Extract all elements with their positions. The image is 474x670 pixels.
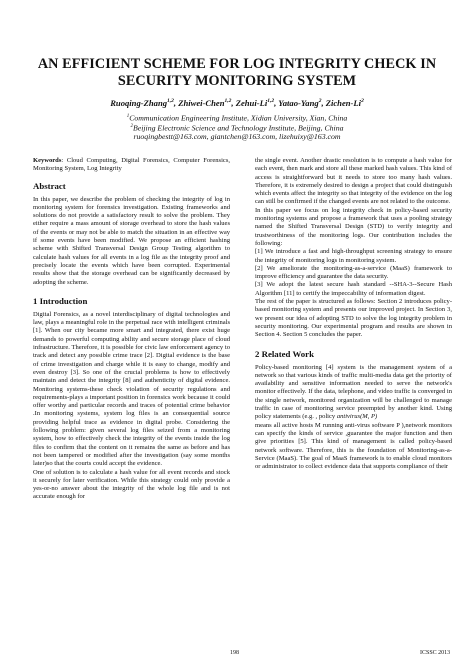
related-paragraph-1: Policy-based monitoring [4] system is the management system of a network so that various kinds of traffic multi-media data get the priority of availability and sensitive information needed to serve the network's monitor effectively. If the data, telephone, and video traffic is converged in the single network, monitored organization will be challenged to manage traffic in case of monitoring service preempted by another kind. Using policy statements (e.g. , policy antivirus(M, P) — [255, 363, 452, 421]
intro-paragraph-1: Digital Forensics, as a novel interdisciplinary of digital technologies and law, plays a meaningful role in the perpetual race with intelligent criminals [1]. When our city became more smart and integrated, there exist huge demands to powerful computing ability and secure storage place of cloud infrastructure. Therefore, it is possible for civic law enforcement agency to track and detect any possible crime trace [2]. Digital evidence is the base of crime investigation and charge while it is easy to change, modify and even destroy [3]. So one of the crucial problems is how to effectively maintain and detect the integrity [8] and authenticity of digital evidence. Monitoring systems-these check violation of security regulations and requirements-plays a important position in forensics work because it could offer worthy and particular records and traces of potential crime behavior .In monitoring systems, system log files is an consequential source providing helpful trace as evidence in digital probe. Considering the following problem: given several log files seized from a monitoring system, how to effectively check the integrity of the events inside the log files to confirm that the content on it remains the same as before and has not been tampered or modified after the investigation (say some months later)so that the courts could accept the evidence. — [33, 310, 230, 468]
intro-paragraph-4: The rest of the paper is structured as follows: Section 2 introduces policy-based monitoring system and presents our improved project. In Section 3, we present our idea of adopting STD to solve the log integrity problem in security monitoring. Our experimental program and results are shown in Section 4. Section 5 concludes the paper. — [255, 298, 452, 339]
page-number: 198 — [230, 650, 239, 656]
intro-paragraph-3: In this paper we focus on log integrity check in policy-based security monitoring systems and propose a framework that uses a pooling strategy named the Shifted Transversal Design (STD) to verify integrity and trustworthiness of the monitoring logs. Our contribution includes the following: — [255, 206, 452, 247]
contribution-2: [2] We ameliorate the monitoring-as-a-service (MaaS) framework to improve efficiency and guarantee the data security. — [255, 264, 452, 281]
contribution-3: [3] We adopt the latest secure hash standard --SHA-3--Secure Hash Algorithm [11] to certify the impeccability of information digest. — [255, 281, 452, 297]
affiliation-1: $^1$Communication Engineering Institute, Xidian University, Xian, China — [126, 113, 348, 123]
author-1: Ruoqing-Zhang$^{1,2}$ — [110, 97, 174, 108]
contribution-1: [1] We introduce a fast and high-throughput screening strategy to ensure the integrity of monitoring logs in monitoring system. — [255, 248, 452, 264]
related-work-heading: 2 Related Work — [255, 348, 314, 359]
conference-name: ICSSC 2013 — [420, 650, 451, 656]
author-list: Ruoqing-Zhang$^{1,2}$, Zhiwei-Chen$^{1,2}$, Zehui-Li$^{1,2}$, Yatao-Yang$^2$, Zichen-Li$^2$ — [110, 97, 364, 108]
abstract-heading: Abstract — [33, 180, 66, 191]
intro-heading: 1 Introduction — [33, 295, 88, 306]
intro-paragraph-2-cont: the single event. Another drastic resolution is to compute a hash value for each event, then mark and store all these marked hash values. This kind of access is straightforward but it needs to store too many hash values. Therefore, it is extremely desired to design a project that could distinguish which events affect the integrity so that integrity of the evidence on the log can still be confirmed if the changed events are not related to the outcome. — [255, 157, 452, 206]
left-column — [33, 157, 230, 502]
author-4: Yatao-Yang$^2$ — [278, 97, 322, 108]
abstract-text: In this paper, we describe the problem of checking the integrity of log in monitoring system for forensics investigation. Existing frameworks and solutions do not provide a satisfactory result to solve the problem. They either require a mass amount of storage overhead to store the hash values of the events or may not be able to match the situation in an effective way if some events have been modified. We propose an efficient hashing scheme with Shifted Transversal Design Group Testing algorithm to calculate hash values for all events in a log file as the integrity proof and precisely locate the events which have been corrupted. Experimental results show that the storage overhead can be significantly decreased by adopting the scheme. — [33, 195, 230, 286]
keywords: Keywords: Cloud Computing, Digital Forensics, Computer Forensics, Monitoring System, Log Integrity — [33, 157, 230, 173]
author-emails: ruoqingbestt@163.com, giantchen@163.com, lizehuixy@163.com — [133, 132, 341, 141]
related-paragraph-2: means all active hosts M running anti-virus software P ),network monitors can specify the kinds of service ,guarantee the major function and then give priorities [5]. This kind of management is called policy-based network software. Therefore, this is the foundation of Monitoring-as-a-Service (MaaS). The goal of MaaS framework is to enable cloud monitors or administrator to collect evidence data that supports compliance of their — [255, 421, 452, 471]
intro-paragraph-2: One of solution is to calculate a hash value for all event records and stock it securely for later verification. While this strategy could only provide a yes-or-no answer about the integrity of the whole log file and is not accurate enough for — [33, 468, 230, 501]
paper-title: AN EFFICIENT SCHEME FOR LOG INTEGRITY CHECK IN SECURITY MONITORING SYSTEM — [37, 56, 437, 89]
policy-formula: antivirus(M, P) — [336, 413, 378, 421]
author-5: Zichen-Li$^2$ — [325, 97, 364, 108]
author-3: Zehui-Li$^{1,2}$ — [235, 97, 275, 108]
affiliation-2: $^2$Beijing Electronic Science and Technology Institute, Beijing, China — [130, 123, 344, 133]
author-2: Zhiwei-Chen$^{1,2}$ — [178, 97, 232, 108]
right-column — [255, 157, 452, 471]
